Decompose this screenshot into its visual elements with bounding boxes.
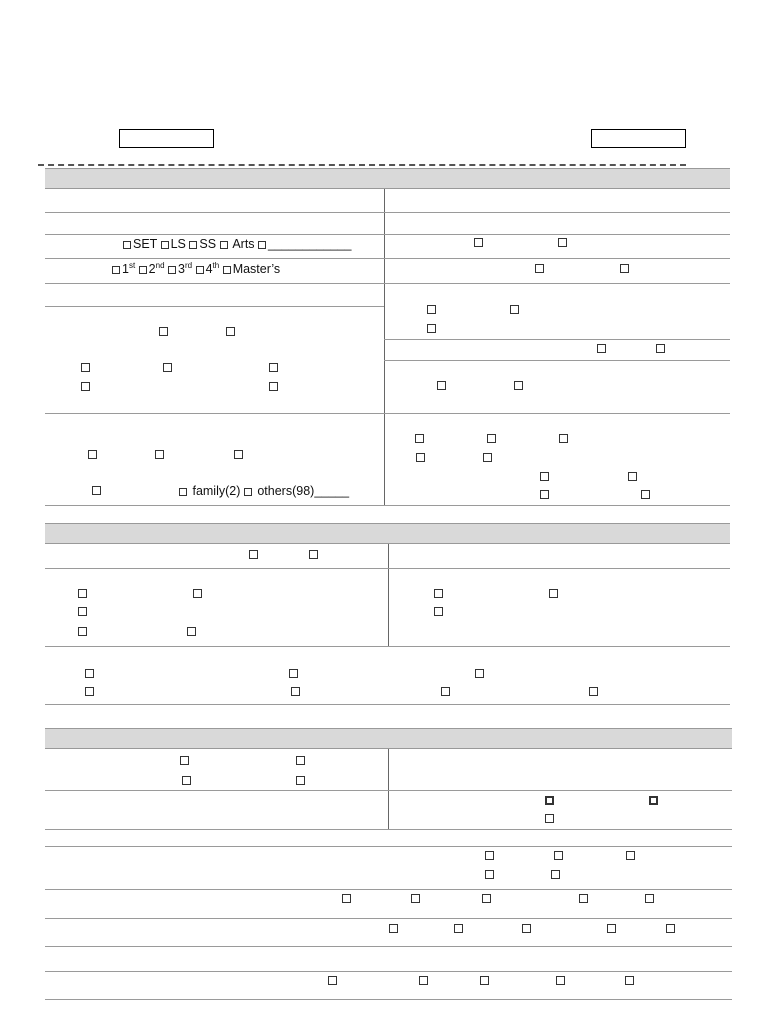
row-line (45, 846, 732, 847)
checkbox[interactable] (559, 434, 568, 443)
year-3-sup: rd (184, 261, 193, 270)
year-1-label: 1 (122, 262, 129, 276)
row-line (45, 646, 730, 647)
checkbox[interactable] (226, 327, 235, 336)
checkbox[interactable] (427, 324, 436, 333)
college-other-blank[interactable]: ____________ (268, 237, 352, 251)
row-line (45, 889, 732, 890)
checkbox[interactable] (441, 687, 450, 696)
family-label: family(2) (189, 484, 244, 498)
checkbox[interactable] (78, 627, 87, 636)
row-line (45, 999, 732, 1000)
header-box-right[interactable] (591, 129, 686, 148)
checkbox[interactable] (641, 490, 650, 499)
checkbox[interactable] (159, 327, 168, 336)
year-2-sup: nd (155, 261, 165, 270)
header-box-left[interactable] (119, 129, 214, 148)
checkbox[interactable] (483, 453, 492, 462)
checkbox[interactable] (416, 453, 425, 462)
checkbox[interactable] (269, 363, 278, 372)
checkbox[interactable] (328, 976, 337, 985)
checkbox[interactable] (419, 976, 428, 985)
checkbox[interactable] (78, 607, 87, 616)
checkbox-college-other[interactable] (258, 241, 266, 249)
checkbox[interactable] (269, 382, 278, 391)
row-line (45, 212, 730, 213)
checkbox-year-4[interactable] (196, 266, 204, 274)
checkbox[interactable] (81, 382, 90, 391)
row-line (384, 339, 730, 340)
checkbox[interactable] (666, 924, 675, 933)
checkbox[interactable] (645, 894, 654, 903)
checkbox-ls[interactable] (161, 241, 169, 249)
checkbox[interactable] (535, 264, 544, 273)
checkbox[interactable] (474, 238, 483, 247)
checkbox[interactable] (514, 381, 523, 390)
checkbox[interactable] (193, 589, 202, 598)
checkbox[interactable] (85, 687, 94, 696)
checkbox-set[interactable] (123, 241, 131, 249)
checkbox[interactable] (155, 450, 164, 459)
checkbox[interactable] (656, 344, 665, 353)
checkbox[interactable] (88, 450, 97, 459)
row-line (45, 306, 384, 307)
checkbox[interactable] (485, 870, 494, 879)
checkbox[interactable] (579, 894, 588, 903)
checkbox[interactable] (434, 589, 443, 598)
checkbox-others[interactable] (244, 488, 252, 496)
row-line (45, 971, 732, 972)
checkbox[interactable] (415, 434, 424, 443)
checkbox[interactable] (92, 486, 101, 495)
checkbox[interactable] (522, 924, 531, 933)
checkbox[interactable] (626, 851, 635, 860)
row-line (384, 360, 730, 361)
checkbox[interactable] (554, 851, 563, 860)
checkbox[interactable] (556, 976, 565, 985)
checkbox[interactable] (454, 924, 463, 933)
checkbox[interactable] (81, 363, 90, 372)
year-options (112, 262, 280, 276)
row-line (45, 704, 730, 705)
row-line (45, 946, 732, 947)
checkbox[interactable] (427, 305, 436, 314)
checkbox[interactable] (437, 381, 446, 390)
row-line (45, 258, 730, 259)
checkbox-ss[interactable] (189, 241, 197, 249)
checkbox[interactable] (620, 264, 629, 273)
checkbox[interactable] (597, 344, 606, 353)
section-1-header (45, 168, 730, 189)
checkbox-arts[interactable] (220, 241, 228, 249)
checkbox[interactable] (485, 851, 494, 860)
year-2-label: 2 (148, 262, 156, 276)
checkbox[interactable] (289, 669, 298, 678)
checkbox[interactable] (625, 976, 634, 985)
year-masters-label: Master’s (232, 262, 281, 276)
checkbox[interactable] (487, 434, 496, 443)
checkbox[interactable] (589, 687, 598, 696)
cut-line (38, 164, 686, 166)
row-line (45, 283, 730, 284)
relation-options (179, 484, 349, 498)
college-arts-label: Arts (229, 237, 259, 251)
checkbox[interactable] (234, 450, 243, 459)
section-2-divider (388, 544, 389, 647)
checkbox[interactable] (549, 589, 558, 598)
checkbox[interactable] (342, 894, 351, 903)
checkbox[interactable] (85, 669, 94, 678)
checkbox-year-1[interactable] (112, 266, 120, 274)
checkbox-family[interactable] (179, 488, 187, 496)
checkbox[interactable] (309, 550, 318, 559)
checkbox[interactable] (540, 490, 549, 499)
year-3-label: 3 (178, 262, 185, 276)
section-2-header (45, 523, 730, 544)
checkbox[interactable] (296, 776, 305, 785)
checkbox[interactable] (291, 687, 300, 696)
checkbox-year-3[interactable] (168, 266, 176, 274)
checkbox[interactable] (180, 756, 189, 765)
checkbox[interactable] (607, 924, 616, 933)
row-line (45, 568, 730, 569)
checkbox[interactable] (475, 669, 484, 678)
checkbox[interactable] (510, 305, 519, 314)
checkbox[interactable] (482, 894, 491, 903)
checkbox[interactable] (540, 472, 549, 481)
row-line (45, 918, 732, 919)
college-set-label: SET (133, 237, 158, 251)
college-ss-label: SS (199, 237, 217, 251)
section-1-divider (384, 189, 385, 505)
checkbox[interactable] (558, 238, 567, 247)
checkbox[interactable] (78, 589, 87, 598)
checkbox[interactable] (545, 814, 554, 823)
checkbox-year-2[interactable] (139, 266, 147, 274)
row-line (45, 829, 732, 830)
section-3-header (45, 728, 732, 749)
section-3-divider (388, 749, 389, 829)
checkbox[interactable] (182, 776, 191, 785)
year-1-sup: st (128, 261, 136, 270)
checkbox[interactable] (163, 363, 172, 372)
checkbox-year-masters[interactable] (223, 266, 231, 274)
row-line (45, 234, 730, 235)
checkbox[interactable] (628, 472, 637, 481)
checkbox[interactable] (389, 924, 398, 933)
college-options (123, 237, 351, 251)
checkbox[interactable] (249, 550, 258, 559)
checkbox[interactable] (480, 976, 489, 985)
row-line (45, 413, 730, 414)
year-4-label: 4 (205, 262, 213, 276)
checkbox[interactable] (296, 756, 305, 765)
checkbox[interactable] (434, 607, 443, 616)
college-ls-label: LS (170, 237, 186, 251)
checkbox[interactable] (551, 870, 560, 879)
year-4-sup: th (212, 261, 220, 270)
row-line (45, 790, 732, 791)
others-label[interactable]: others(98)_____ (253, 484, 350, 498)
checkbox[interactable] (545, 796, 554, 805)
checkbox[interactable] (411, 894, 420, 903)
checkbox[interactable] (187, 627, 196, 636)
row-line (45, 505, 730, 506)
checkbox[interactable] (649, 796, 658, 805)
